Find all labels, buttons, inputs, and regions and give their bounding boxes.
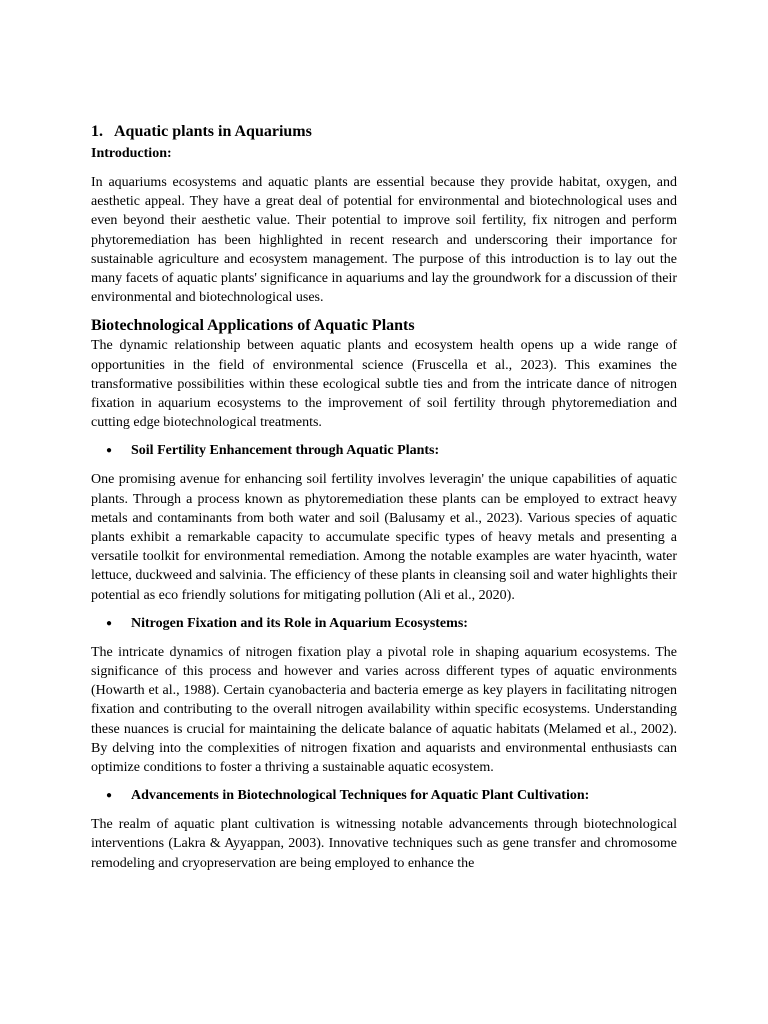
section-title: Aquatic plants in Aquariums xyxy=(114,123,312,140)
biotech-heading: Biotechnological Applications of Aquatic Plants xyxy=(91,317,415,335)
bullet-heading-soil-fertility xyxy=(91,441,677,461)
section-heading xyxy=(91,122,677,142)
bullet-heading-text: Nitrogen Fixation and its Role in Aquarium Ecosystems: xyxy=(131,615,468,631)
bullet-icon: ● xyxy=(106,617,113,629)
introduction-label: Introduction: xyxy=(91,146,172,161)
section-number: 1. xyxy=(91,123,103,140)
document-page xyxy=(91,122,677,873)
introduction-paragraph: In aquariums ecosystems and aquatic plants are essential because they provide habitat, oxygen, and aesthetic appeal. They have a great deal of potential for environmental and biotechnological uses and even beyond their aesthetic value. Their potential to improve soil fertility, fix nitrogen and perform phytoremediation has been highlighted in recent research and underscoring their importance for sustainable agriculture and ecosystem management. The purpose of this introduction is to lay out the many facets of aquatic plants' significance in aquariums and lay the groundwork for a discussion of their environmental and biotechnological uses. xyxy=(91,175,677,306)
biotech-techniques-paragraph: The realm of aquatic plant cultivation is witnessing notable advancements through biotechnological interventions (Lakra & Ayyappan, 2003). Innovative techniques such as gene transfer and chromosome remodeling and cryopreservation are being employed to enhance the xyxy=(91,817,677,871)
bullet-heading-nitrogen-fixation xyxy=(91,614,677,634)
bullet-heading-biotech-techniques xyxy=(91,786,677,806)
nitrogen-fixation-paragraph: The intricate dynamics of nitrogen fixation play a pivotal role in shaping aquarium ecosystems. The significance of this process and however and varies across different types of aquatic environments (Howarth et al., 1988). Certain cyanobacteria and bacteria emerge as key players in facilitating nitrogen fixation and contributing to the overall nitrogen availability within specific ecosystems. Understanding these nuances is crucial for maintaining the delicate balance of aquatic habitats (Melamed et al., 2002). By delving into the complexities of nitrogen fixation and aquarists and environmental enthusiasts can optimize conditions to foster a thriving a sustainable aquatic ecosystem. xyxy=(91,644,677,776)
biotech-paragraph: The dynamic relationship between aquatic plants and ecosystem health opens up a wide range of opportunities in the field of environmental science (Fruscella et al., 2023). This examines the transformative possibilities within these ecological subtle ties and from the intricate dance of nitrogen fixation in aquarium ecosystems to the improvement of soil fertility through phytoremediation and cutting edge biotechnological treatments. xyxy=(91,338,677,431)
bullet-icon: ● xyxy=(106,790,113,802)
bullet-heading-text: Soil Fertility Enhancement through Aquatic Plants: xyxy=(131,443,440,459)
bullet-icon: ● xyxy=(106,445,113,457)
soil-fertility-paragraph: One promising avenue for enhancing soil fertility involves leveragin' the unique capabilities of aquatic plants. Through a process known as phytoremediation these plants can be employed to extract heavy metals and contaminants from both water and soil (Balusamy et al., 2023). Various species of aquatic plants exhibit a remarkable capacity to accumulate specific types of heavy metals and presenting a versatile toolkit for environmental remediation. Among the notable examples are water hyacinth, water lettuce, duckweed and salvinia. The efficiency of these plants in cleansing soil and water highlights their potential as eco friendly solutions for mitigating pollution (Ali et al., 2020). xyxy=(91,472,677,603)
bullet-heading-text: Advancements in Biotechnological Techniques for Aquatic Plant Cultivation: xyxy=(131,788,590,804)
